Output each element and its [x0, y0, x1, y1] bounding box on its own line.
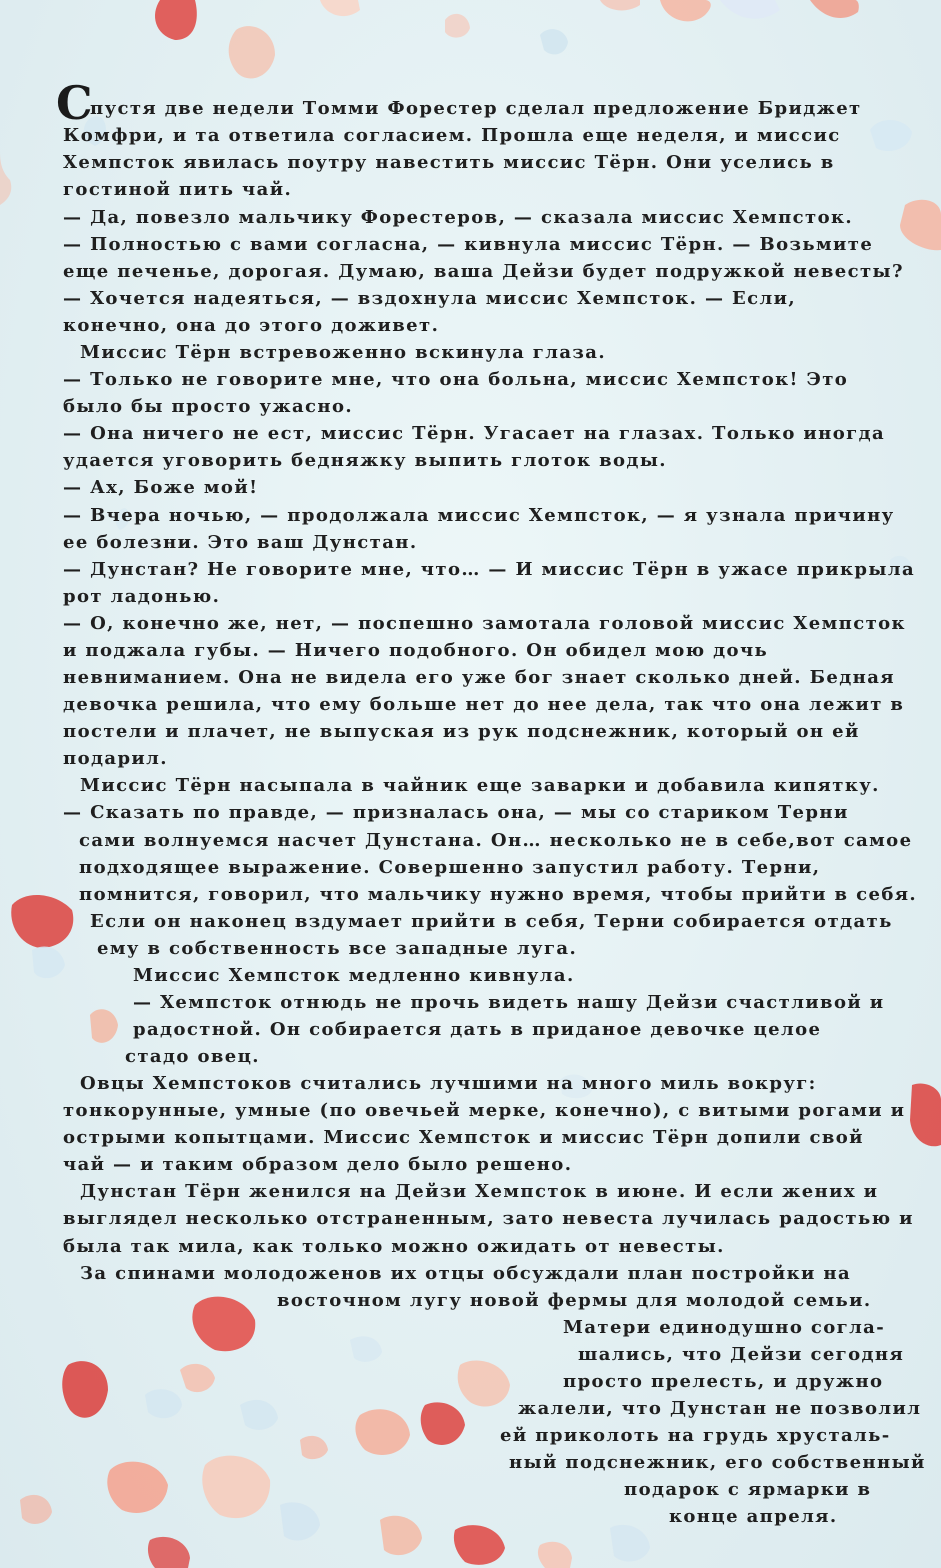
text-line: стадо овец. — [125, 1046, 260, 1067]
text-line: Если он наконец вздумает прийти в себя, Терни собирается отдать — [90, 911, 893, 932]
text-line: — Хемпсток отнюдь не прочь видеть нашу Дейзи счастливой и — [133, 992, 885, 1013]
text-line: еще печенье, дорогая. Думаю, ваша Дейзи будет подружкой невесты? — [63, 261, 904, 282]
text-line: — Она ничего не ест, миссис Тёрн. Угасает на глазах. Только иногда — [63, 423, 886, 444]
text-line: была так мила, как только можно ожидать от невесты. — [63, 1236, 725, 1257]
text-line: ее болезни. Это ваш Дунстан. — [63, 532, 418, 553]
text-line: Миссис Тёрн насыпала в чайник еще заварки и добавила кипятку. — [80, 775, 880, 796]
text-line: удается уговорить бедняжку выпить глоток воды. — [63, 450, 667, 471]
text-line: конечно, она до этого доживет. — [63, 315, 440, 336]
text-line: подходящее выражение. Совершенно запустил работу. Терни, — [79, 857, 821, 878]
text-line: Миссис Хемпсток медленно кивнула. — [133, 965, 575, 986]
text-line: конце апреля. — [669, 1506, 838, 1527]
text-line: ей приколоть на грудь хрусталь- — [500, 1425, 891, 1446]
text-line: ему в собственность все западные луга. — [97, 938, 578, 959]
text-line: помнится, говорил, что мальчику нужно время, чтобы прийти в себя. — [79, 884, 918, 905]
text-line: острыми копытцами. Миссис Хемпсток и миссис Тёрн допили свой — [63, 1127, 864, 1148]
text-line: — Хочется надеяться, — вздохнула миссис Хемпсток. — Если, — [63, 288, 797, 309]
text-line: Хемпсток явилась поутру навестить миссис Тёрн. Они уселись в — [63, 152, 835, 173]
text-line: и поджала губы. — Ничего подобного. Он обидел мою дочь — [63, 640, 769, 661]
text-line: выглядел несколько отстраненным, зато невеста лучилась радостью и — [63, 1208, 914, 1229]
text-line: Комфри, и та ответила согласием. Прошла еще неделя, и миссис — [63, 125, 841, 146]
text-line: Овцы Хемпстоков считались лучшими на много миль вокруг: — [80, 1073, 817, 1094]
text-line: — Сказать по правде, — призналась она, — мы со стариком Терни — [63, 802, 849, 823]
text-line: девочка решила, что ему больше нет до нее дела, так что она лежит в — [63, 694, 905, 715]
text-line: тонкорунные, умные (по овечьей мерке, конечно), с витыми рогами и — [63, 1100, 906, 1121]
text-line: сами волнуемся насчет Дунстана. Он… несколько не в себе,вот самое — [79, 830, 913, 851]
text-line: — Дунстан? Не говорите мне, что… — И миссис Тёрн в ужасе прикрыла — [63, 559, 916, 580]
text-line: — Да, повезло мальчику Форестеров, — сказала миссис Хемпсток. — [63, 207, 854, 228]
text-line: За спинами молодоженов их отцы обсуждали план постройки на — [80, 1263, 852, 1284]
drop-cap: С — [56, 76, 93, 130]
text-line: подарил. — [63, 748, 168, 769]
text-line: — Вчера ночью, — продолжала миссис Хемпсток, — я узнала причину — [63, 505, 895, 526]
text-line: радостной. Он собирается дать в приданое девочке целое — [133, 1019, 822, 1040]
text-line: шались, что Дейзи сегодня — [578, 1344, 905, 1365]
text-line: пустя две недели Томми Форестер сделал предложение Бриджет — [90, 98, 862, 119]
text-line: невниманием. Она не видела его уже бог знает сколько дней. Бедная — [63, 667, 896, 688]
text-line: жалели, что Дунстан не позволил — [518, 1398, 922, 1419]
text-line: ный подснежник, его собственный — [509, 1452, 926, 1473]
text-line: — Только не говорите мне, что она больна, миссис Хемпсток! Это — [63, 369, 849, 390]
text-line: — Полностью с вами согласна, — кивнула миссис Тёрн. — Возьмите — [63, 234, 874, 255]
text-line: рот ладонью. — [63, 586, 221, 607]
text-line: гостиной пить чай. — [63, 179, 293, 200]
text-line: Миссис Тёрн встревоженно вскинула глаза. — [80, 342, 607, 363]
text-line: — О, конечно же, нет, — поспешно замотала головой миссис Хемпсток — [63, 613, 906, 634]
text-line: восточном лугу новой фермы для молодой семьи. — [277, 1290, 872, 1311]
text-line: — Ах, Боже мой! — [63, 477, 259, 498]
text-line: чай — и таким образом дело было решено. — [63, 1154, 573, 1175]
text-line: подарок с ярмарки в — [624, 1479, 872, 1500]
text-line: просто прелесть, и дружно — [563, 1371, 884, 1392]
text-line: было бы просто ужасно. — [63, 396, 354, 417]
text-line: постели и плачет, не выпуская из рук подснежник, который он ей — [63, 721, 860, 742]
text-line: Матери единодушно согла- — [563, 1317, 886, 1338]
text-line: Дунстан Тёрн женился на Дейзи Хемпсток в июне. И если жених и — [80, 1181, 879, 1202]
